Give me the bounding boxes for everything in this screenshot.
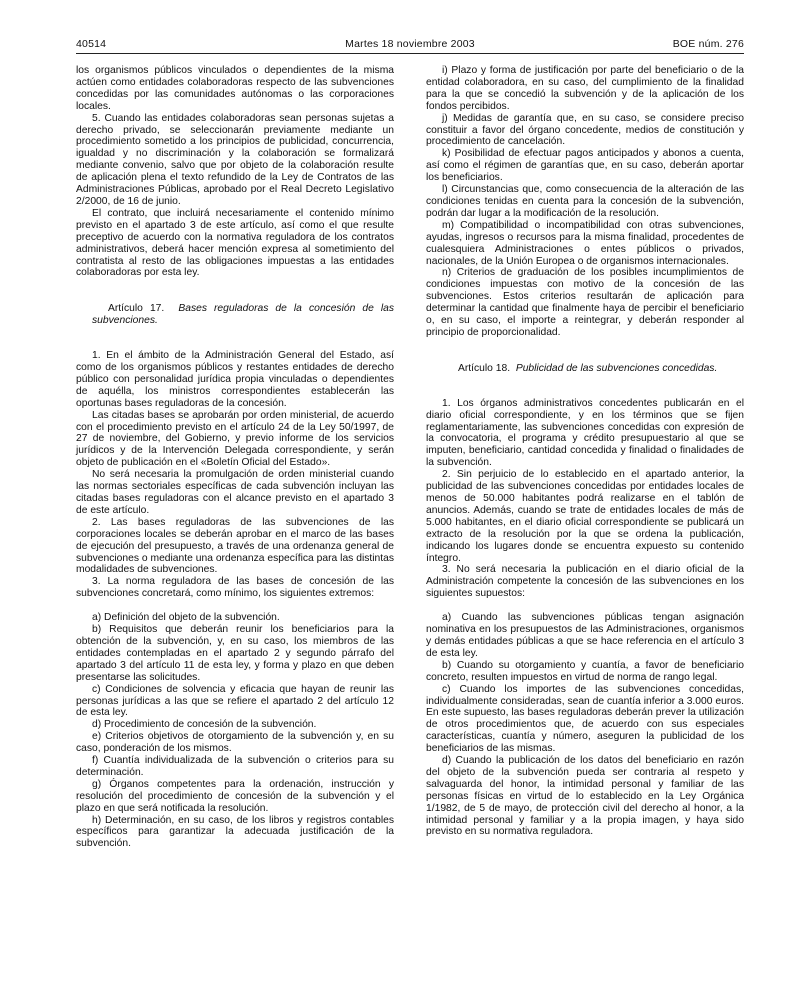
list-item: d) Cuando la publicación de los datos del beneficiario en razón del objeto de la subvención pueda ser contraria al respeto y salvaguarda del honor, la intimidad personal y familiar de las personas físicas en virtud de lo establecido en la Ley Orgánica 1/1982, de 5 de mayo, de protección civil del derecho al honor, a la intimidad personal y familiar y a la propia imagen, y haya sido previsto en su normativa reguladora. xyxy=(426,755,744,838)
paragraph: 1. En el ámbito de la Administración General del Estado, así como de los organismos públicos y restantes entidades de derecho público con personalidad jurídica propia vinculadas o dependientes de aquélla, los ministros correspondientes establecerán las oportunas bases reguladoras de la concesión. xyxy=(76,350,394,409)
paragraph: El contrato, que incluirá necesariamente el contenido mínimo previsto en el apartado 3 de este artículo, así como el que resulte preceptivo de acuerdo con la normativa reguladora de los contratos administrativos, deberá hacer mención expresa al sometimiento del contratista al resto de las obligaciones impuestas a las entidades colaboradoras por esta ley. xyxy=(76,207,394,279)
list-item: l) Circunstancias que, como consecuencia de la alteración de las condiciones tenidas en cuenta para la concesión de la subvención, podrán dar lugar a la modificación de la resolución. xyxy=(426,184,744,219)
page-number: 40514 xyxy=(76,38,107,50)
paragraph: 2. Sin perjuicio de lo establecido en el apartado anterior, la publicidad de las subvenciones concedidas por entidades locales de menos de 50.000 habitantes podrá realizarse en el tablón de anuncios. Además, cuando se trate de entidades locales de más de 5.000 habitantes, en el diario oficial correspondiente se publicará un extracto de la resolución por la que se ordena la publicación, indicando los lugares donde se encuentra expuesto su contenido íntegro. xyxy=(426,469,744,564)
list-item: h) Determinación, en su caso, de los libros y registros contables específicos para garantizar la adecuada justificación de la subvención. xyxy=(76,814,394,850)
right-column xyxy=(426,65,744,838)
article-label: Artículo 18. xyxy=(458,362,511,374)
list-item: m) Compatibilidad o incompatibilidad con otras subvenciones, ayudas, ingresos o recursos para la misma finalidad, procedentes de cualesquiera Administraciones o entes públicos o privados, nacionales, de la Unión Europea o de organismos internacionales. xyxy=(426,219,744,267)
paragraph: 3. La norma reguladora de las bases de concesión de las subvenciones concretará, como mínimo, los siguientes extremos: xyxy=(76,576,394,600)
page-header xyxy=(76,38,744,52)
list-item: a) Definición del objeto de la subvención. xyxy=(92,612,280,624)
list-item: n) Criterios de graduación de los posibles incumplimientos de condiciones impuestas con motivo de la concesión de las subvenciones. Estos criterios resultarán de aplicación para determinar la cantidad que finalmente haya de percibir el beneficiario o, en su caso, el importe a reintegrar, y deberán responder al principio de proporcionalidad. xyxy=(426,267,744,338)
article-18-heading xyxy=(426,363,744,375)
list-item: a) Cuando las subvenciones públicas tengan asignación nominativa en los presupuestos de las Administraciones, organismos y demás entidades públicas a que se hace referencia en el artículo 3 de esta ley. xyxy=(426,612,744,659)
publication-date: Martes 18 noviembre 2003 xyxy=(345,38,475,50)
article-label: Artículo 17. xyxy=(108,303,165,315)
list-item: i) Plazo y forma de justificación por parte del beneficiario o de la entidad colaboradora, en su caso, del cumplimiento de la finalidad para la que se concedió la subvención y de la aplicación de los fondos percibidos. xyxy=(426,65,744,112)
list-item: g) Órganos competentes para la ordenación, instrucción y resolución del procedimiento de concesión de la subvención y el plazo en que será notificada la resolución. xyxy=(76,778,394,814)
list-item: e) Criterios objetivos de otorgamiento de la subvención y, en su caso, ponderación de los mismos. xyxy=(76,731,394,755)
article-title: Publicidad de las subvenciones concedidas. xyxy=(515,362,718,374)
paragraph: 3. No será necesaria la publicación en el diario oficial de la Administración competente la concesión de las subvenciones en los siguientes supuestos: xyxy=(426,564,744,600)
journal-issue: BOE núm. 276 xyxy=(672,38,744,50)
paragraph: 1. Los órganos administrativos concedentes publicarán en el diario oficial correspondiente, y en los términos que se fijen reglamentariamente, las subvenciones concedidas con expresión de la convocatoria, el programa y crédito presupuestario al que se imputen, beneficiario, cantidad concedida y finalidad o finalidades de la subvención. xyxy=(426,397,744,469)
paragraph: No será necesaria la promulgación de orden ministerial cuando las normas sectoriales específicas de cada subvención incluyan las citadas bases reguladoras con el alcance previsto en el apartado 3 de este artículo. xyxy=(76,469,394,516)
list-item: k) Posibilidad de efectuar pagos anticipados y abonos a cuenta, así como el régimen de garantías que, en su caso, deberán aportar los beneficiarios. xyxy=(426,148,744,184)
paragraph: 5. Cuando las entidades colaboradoras sean personas sujetas a derecho privado, se seleccionarán previamente mediante un procedimiento sometido a los principios de publicidad, concurrencia, igualdad y no discriminación y la colaboración se formalizará mediante convenio, salvo que por objeto de la colaboración resulte de aplicación plena el texto refundido de la Ley de Contratos de las Administraciones Públicas, aprobado por el Real Decreto Legislativo 2/2000, de 16 de junio. xyxy=(76,112,394,207)
paragraph: Las citadas bases se aprobarán por orden ministerial, de acuerdo con el procedimiento previsto en el artículo 24 de la Ley 50/1997, de 27 de noviembre, del Gobierno, y previo informe de los servicios jurídicos y de la Intervención Delegada correspondiente, y serán objeto de publicación en el «Boletín Oficial del Estado». xyxy=(76,409,394,469)
article-17-heading xyxy=(76,303,394,327)
paragraph: los organismos públicos vinculados o dependientes de la misma actúen como entidades colaboradoras respecto de las subvenciones concedidas por las comunidades autónomas o las corporaciones locales. xyxy=(76,65,394,112)
paragraph: 2. Las bases reguladoras de las subvenciones de las corporaciones locales se deberán aprobar en el marco de las bases de ejecución del presupuesto, a través de una ordenanza general de subvenciones o mediante una ordenanza específica para las distintas modalidades de subvenciones. xyxy=(76,516,394,576)
list-item: c) Cuando los importes de las subvenciones concedidas, individualmente consideradas, sean de cuantía inferior a 3.000 euros. En este supuesto, las bases reguladoras deberán prever la utilización de otros procedimientos que, de acuerdo con sus especiales características, cuantía y número, aseguren la publicidad de los beneficiarios de las mismas. xyxy=(426,683,744,755)
list-item: j) Medidas de garantía que, en su caso, se considere preciso constituir a favor del órgano concedente, medios de constitución y procedimiento de cancelación. xyxy=(426,112,744,148)
list-item: c) Condiciones de solvencia y eficacia que hayan de reunir las personas jurídicas a las que se refiere el apartado 2 del artículo 12 de esta ley. xyxy=(76,683,394,719)
list-item: b) Requisitos que deberán reunir los beneficiarios para la obtención de la subvención, y, en su caso, los miembros de las entidades contempladas en el apartado 2 y segundo párrafo del apartado 3 del artículo 11 de esta ley, y forma y plazo en que deben presentarse las solicitudes. xyxy=(76,624,394,683)
list-item: d) Procedimiento de concesión de la subvención. xyxy=(92,719,317,731)
list-item: b) Cuando su otorgamiento y cuantía, a favor de beneficiario concreto, resulten impuestos en virtud de norma de rango legal. xyxy=(426,659,744,683)
list-item: f) Cuantía individualizada de la subvención o criterios para su determinación. xyxy=(76,755,394,778)
article-title: Bases reguladoras de la concesión de las subvenciones. xyxy=(92,303,394,327)
header-rule xyxy=(76,53,744,54)
left-column xyxy=(76,65,394,850)
